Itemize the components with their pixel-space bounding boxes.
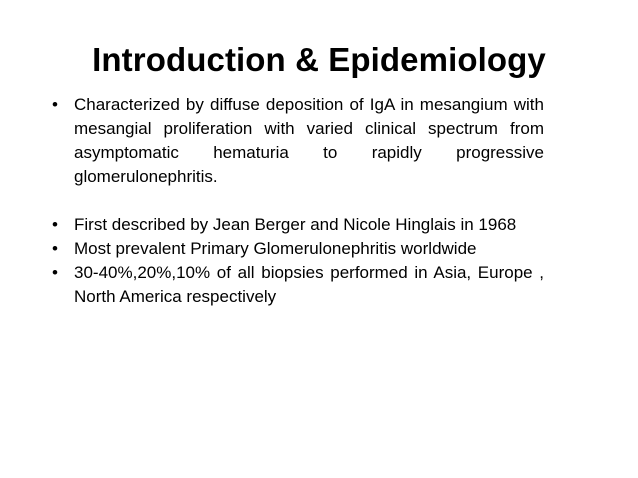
slide-title: Introduction & Epidemiology bbox=[92, 41, 546, 78]
bullet-list bbox=[52, 93, 544, 309]
bullet-text: 30-40%,20%,10% of all biopsies performed in Asia, Europe , North America respectively bbox=[74, 263, 544, 306]
bullet-text: First described by Jean Berger and Nicole Hinglais in 1968 bbox=[74, 215, 517, 234]
bullet-item bbox=[52, 213, 544, 237]
bullet-marker: • bbox=[52, 95, 58, 114]
bullet-item bbox=[52, 237, 544, 261]
bullet-text: Characterized by diffuse deposition of IgA in mesangium with mesangial proliferation with varied clinical spectrum from asymptomatic hematuria to rapidly progressive glomerulonephritis. bbox=[74, 95, 544, 186]
bullet-item bbox=[52, 261, 544, 309]
bullet-item bbox=[52, 93, 544, 189]
bullet-marker: • bbox=[52, 215, 58, 234]
bullet-marker: • bbox=[52, 263, 58, 282]
bullet-marker: • bbox=[52, 239, 58, 258]
bullet-text: Most prevalent Primary Glomerulonephritis worldwide bbox=[74, 239, 477, 258]
